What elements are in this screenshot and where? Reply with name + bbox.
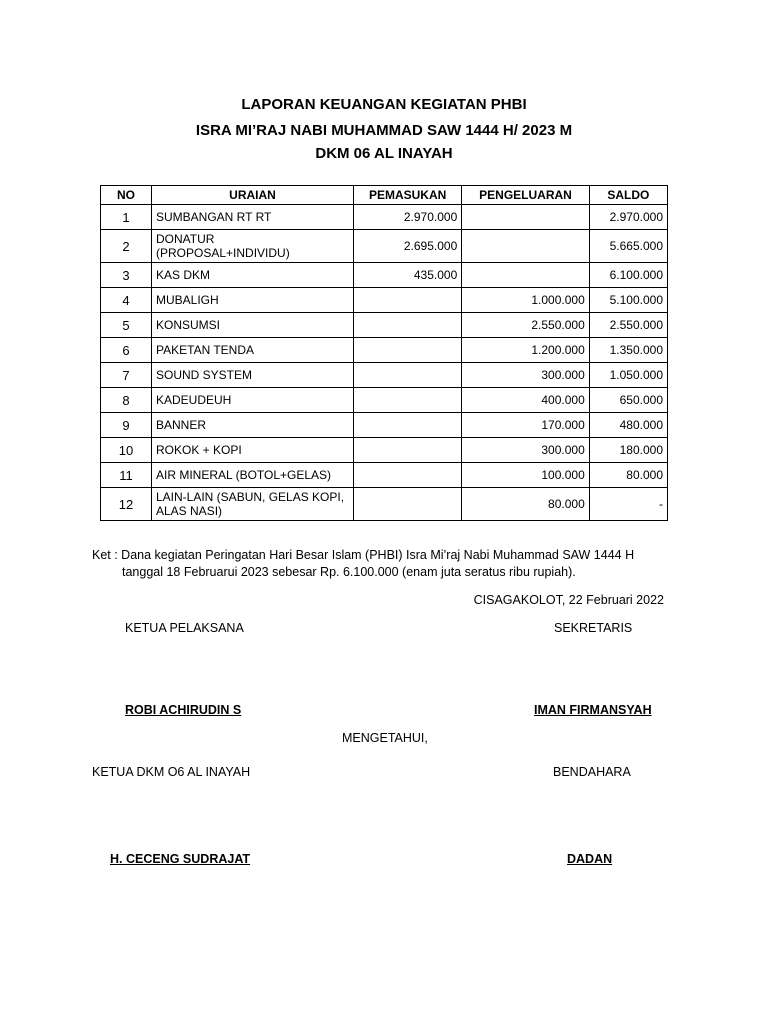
cell-uraian: AIR MINERAL (BOTOL+GELAS) [152, 463, 354, 488]
cell-uraian: KONSUMSI [152, 313, 354, 338]
cell-no: 7 [101, 363, 152, 388]
cell-uraian: ROKOK + KOPI [152, 438, 354, 463]
cell-pengeluaran [462, 230, 589, 263]
cell-pemasukan [354, 463, 462, 488]
sekretaris-title: SEKRETARIS [554, 621, 633, 635]
table-row [101, 230, 668, 263]
header-no: NO [101, 186, 152, 205]
table-row [101, 263, 668, 288]
cell-pengeluaran: 170.000 [462, 413, 589, 438]
cell-saldo: 1.050.000 [589, 363, 667, 388]
cell-no: 4 [101, 288, 152, 313]
table-row [101, 488, 668, 521]
cell-saldo: 480.000 [589, 413, 667, 438]
ketua-dkm-name: H. CECENG SUDRAJAT [110, 852, 251, 866]
cell-no: 9 [101, 413, 152, 438]
financial-table [100, 185, 668, 521]
cell-saldo: - [589, 488, 667, 521]
cell-pengeluaran: 2.550.000 [462, 313, 589, 338]
cell-pemasukan: 2.970.000 [354, 205, 462, 230]
cell-pengeluaran: 1.000.000 [462, 288, 589, 313]
cell-pengeluaran: 400.000 [462, 388, 589, 413]
cell-pemasukan [354, 338, 462, 363]
cell-uraian: KADEUDEUH [152, 388, 354, 413]
cell-saldo: 6.100.000 [589, 263, 667, 288]
cell-saldo: 80.000 [589, 463, 667, 488]
cell-saldo: 2.970.000 [589, 205, 667, 230]
cell-no: 3 [101, 263, 152, 288]
header-saldo: SALDO [589, 186, 667, 205]
cell-uraian: MUBALIGH [152, 288, 354, 313]
cell-pengeluaran [462, 205, 589, 230]
cell-pemasukan [354, 413, 462, 438]
cell-pengeluaran: 80.000 [462, 488, 589, 521]
cell-uraian: DONATUR (PROPOSAL+INDIVIDU) [152, 230, 354, 263]
table-row [101, 388, 668, 413]
cell-pemasukan [354, 288, 462, 313]
cell-no: 8 [101, 388, 152, 413]
report-organization: DKM 06 AL INAYAH [315, 145, 453, 162]
cell-pengeluaran: 1.200.000 [462, 338, 589, 363]
cell-no: 6 [101, 338, 152, 363]
cell-pemasukan [354, 438, 462, 463]
table-row [101, 288, 668, 313]
sekretaris-name: IMAN FIRMANSYAH [534, 703, 652, 717]
table-row [101, 338, 668, 363]
cell-pengeluaran: 300.000 [462, 363, 589, 388]
cell-no: 1 [101, 205, 152, 230]
table-row [101, 438, 668, 463]
ketua-pelaksana-title: KETUA PELAKSANA [125, 621, 244, 635]
table-row [101, 413, 668, 438]
note-line-2: tanggal 18 Februarui 2023 sebesar Rp. 6.100.000 (enam juta seratus ribu rupiah). [122, 565, 576, 579]
cell-no: 2 [101, 230, 152, 263]
cell-uraian: KAS DKM [152, 263, 354, 288]
report-subtitle: ISRA MI’RAJ NABI MUHAMMAD SAW 1444 H/ 2023 M [195, 122, 573, 139]
cell-pengeluaran [462, 263, 589, 288]
cell-no: 10 [101, 438, 152, 463]
table-row [101, 205, 668, 230]
cell-saldo: 5.665.000 [589, 230, 667, 263]
ketua-pelaksana-name: ROBI ACHIRUDIN S [125, 703, 242, 717]
cell-uraian: SUMBANGAN RT RT [152, 205, 354, 230]
bendahara-name: DADAN [567, 852, 613, 866]
table-row [101, 313, 668, 338]
cell-pengeluaran: 100.000 [462, 463, 589, 488]
header-uraian: URAIAN [152, 186, 354, 205]
place-date: CISAGAKOLOT, 22 Februari 2022 [473, 593, 664, 607]
cell-uraian: BANNER [152, 413, 354, 438]
cell-pemasukan: 2.695.000 [354, 230, 462, 263]
cell-pemasukan [354, 363, 462, 388]
cell-saldo: 650.000 [589, 388, 667, 413]
cell-no: 11 [101, 463, 152, 488]
cell-pengeluaran: 300.000 [462, 438, 589, 463]
cell-pemasukan: 435.000 [354, 263, 462, 288]
ketua-dkm-title: KETUA DKM O6 AL INAYAH [92, 765, 251, 779]
cell-no: 12 [101, 488, 152, 521]
header-pengeluaran: PENGELUARAN [462, 186, 589, 205]
cell-no: 5 [101, 313, 152, 338]
cell-saldo: 2.550.000 [589, 313, 667, 338]
table-row [101, 363, 668, 388]
cell-pemasukan [354, 488, 462, 521]
cell-pemasukan [354, 388, 462, 413]
cell-uraian: LAIN-LAIN (SABUN, GELAS KOPI, ALAS NASI) [152, 488, 354, 521]
cell-saldo: 1.350.000 [589, 338, 667, 363]
table-header-row [101, 186, 668, 205]
mengetahui-label: MENGETAHUI, [342, 731, 428, 745]
table-row [101, 463, 668, 488]
note-line-1: Ket : Dana kegiatan Peringatan Hari Besar Islam (PHBI) Isra Mi’raj Nabi Muhammad SAW 1444 H [92, 548, 635, 562]
cell-saldo: 5.100.000 [589, 288, 667, 313]
bendahara-title: BENDAHARA [553, 765, 631, 779]
header-pemasukan: PEMASUKAN [354, 186, 462, 205]
cell-uraian: SOUND SYSTEM [152, 363, 354, 388]
report-title: LAPORAN KEUANGAN KEGIATAN PHBI [241, 96, 527, 113]
cell-pemasukan [354, 313, 462, 338]
cell-uraian: PAKETAN TENDA [152, 338, 354, 363]
cell-saldo: 180.000 [589, 438, 667, 463]
